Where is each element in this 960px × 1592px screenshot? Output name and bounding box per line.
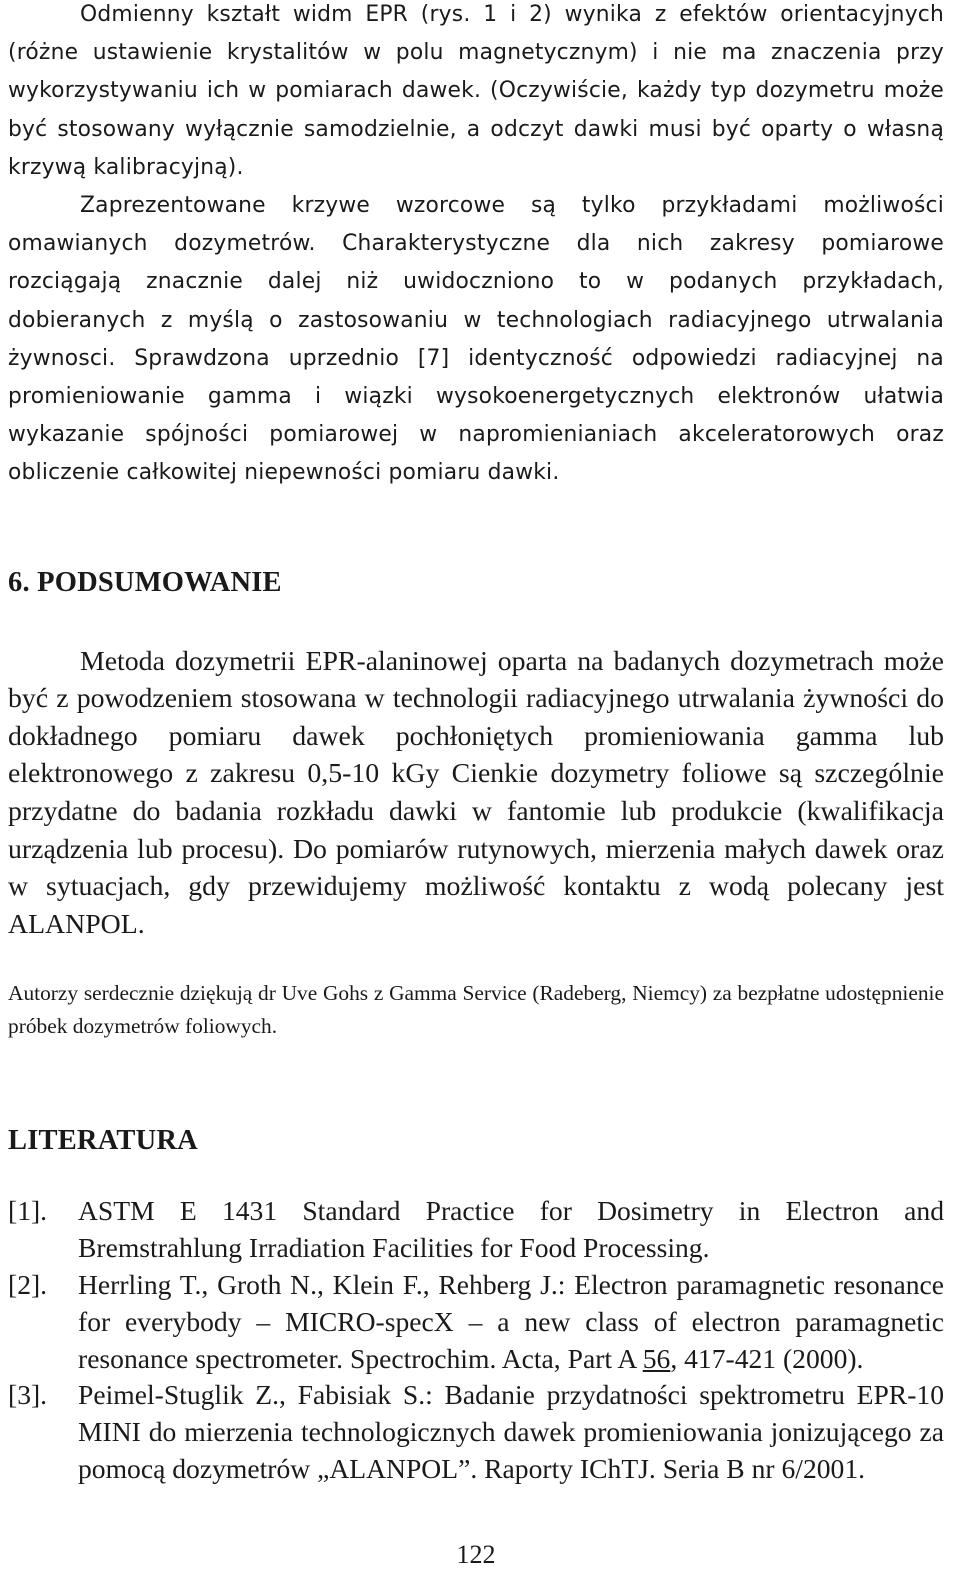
reference-number: [3].: [8, 1379, 48, 1411]
reference-text: Peimel-Stuglik Z., Fabisiak S.: Badanie przydatności spektrometru EPR-10 MINI do mierzenia technologicznych dawek promieniowania jonizującego za pomocą dozymetrów „ALANPOL”. Raporty IChTJ. Seria B nr 6/2001.: [78, 1379, 944, 1484]
reference-text: ASTM E 1431 Standard Practice for Dosimetry in Electron and Bremstrahlung Irradiation Facilities for Food Processing.: [78, 1195, 944, 1264]
reference-item-1: [8, 1193, 944, 1267]
reference-text-main: Herrling T., Groth N., Klein F., Rehberg J.: Electron paramagnetic resonance for everybody – MICRO-specX – a new class of electron paramagnetic resonance spectrometer. Spectrochim. Acta, Part A: [78, 1268, 944, 1374]
paragraph-orientation-effects: Odmienny kształt widm EPR (rys. 1 i 2) wynika z efektów orientacyjnych (różne ustawienie krystalitów w polu magnetycznym) i nie ma znaczenia przy wykorzystywaniu ich w pomiarach dawek. (Oczywiście, każdy typ dozymetru może być stosowany wyłącznie samodzielnie, a odczyt dawki musi być oparty o własną krzywą kalibracyjną).: [8, 2, 944, 180]
paragraph-calibration-curves: Zaprezentowane krzywe wzorcowe są tylko przykładami możliwości omawianych dozymetrów. Charakterystyczne dla nich zakresy pomiarowe rozciągają znacznie dalej niż uwidoczniono to w podanych przykładach, dobieranych z myślą o zastosowaniu w technologiach radiacyjnego utrwalania żywnosci. Sprawdzona uprzednio [7] identyczność odpowiedzi radiacyjnej na promieniowanie gamma i wiązki wysokoenergetycznych elektronów ułatwia wykazanie spójności pomiarowej w napromienianiach akceleratorowych oraz obliczenie całkowitej niepewności pomiaru dawki.: [8, 193, 944, 486]
reference-number: [1].: [8, 1195, 48, 1227]
section-heading-summary: 6. PODSUMOWANIE: [8, 566, 282, 598]
section-heading-literature: LITERATURA: [8, 1125, 198, 1157]
page-number: 122: [456, 1540, 496, 1569]
reference-number: [2].: [8, 1268, 48, 1300]
acknowledgement-text: Autorzy serdecznie dziękują dr Uve Gohs z Gamma Service (Radeberg, Niemcy) za bezpłatne udostępnienie próbek dozymetrów foliowych.: [8, 981, 944, 1039]
reference-text-tail: , 417-421 (2000).: [670, 1342, 864, 1374]
document-page: [8, 0, 944, 1592]
reference-item-3: [8, 1377, 944, 1487]
paragraph-summary: Metoda dozymetrii EPR-alaninowej oparta na badanych dozymetrach może być z powodzeniem stosowana w technologii radiacyjnego utrwalania żywności do dokładnego pomiaru dawek pochłoniętych promieniowania gamma lub elektronowego z zakresu 0,5-10 kGy Cienkie dozymetry foliowe są szczególnie przydatne do badania rozkładu dawki w fantomie lub produkcie (kwalifikacja urządzenia lub procesu). Do pomiarów rutynowych, mierzenia małych dawek oraz w sytuacjach, gdy przewidujemy możliwość kontaktu z wodą polecany jest ALANPOL.: [8, 645, 944, 940]
reference-item-2: [8, 1267, 944, 1377]
reference-list: [8, 1193, 944, 1487]
reference-text: [78, 1267, 944, 1377]
reference-volume: 56: [642, 1342, 671, 1374]
